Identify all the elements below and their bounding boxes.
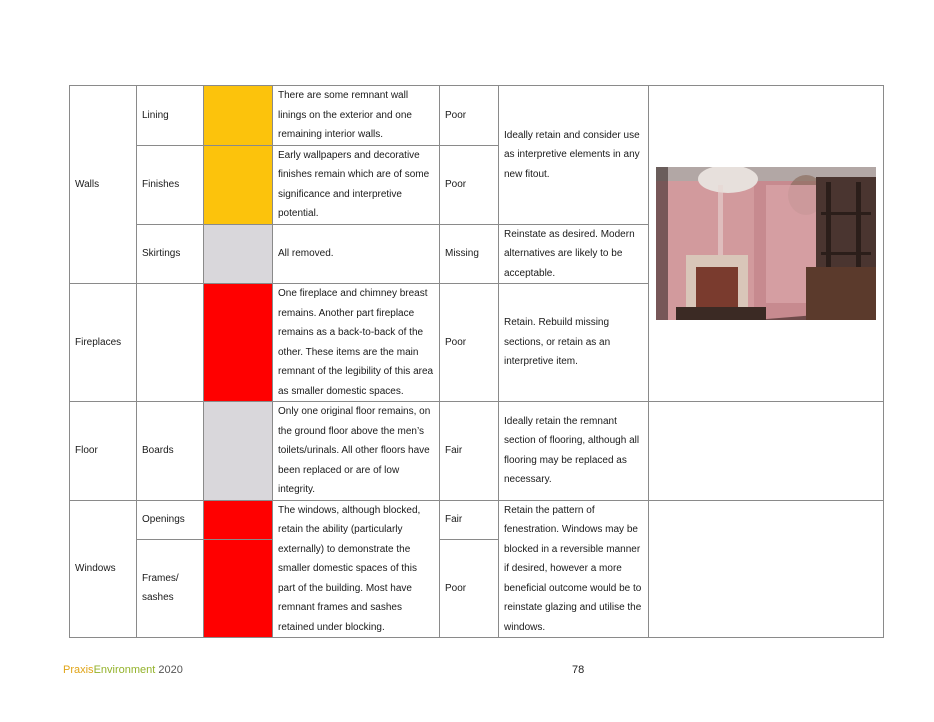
empty-cell [649, 402, 884, 501]
significance-swatch [204, 402, 273, 501]
condition-cell: Fair [440, 500, 499, 539]
condition-cell: Poor [440, 284, 499, 402]
element-cell-windows: Windows [70, 500, 137, 638]
component-cell: Boards [137, 402, 204, 501]
significance-swatch [204, 539, 273, 637]
description-cell: Only one original floor remains, on the ground floor above the men’s toilets/urinals. All other floors have been replaced or are of low integrity. [273, 402, 440, 501]
element-cell-floor: Floor [70, 402, 137, 501]
heritage-assessment-table [69, 85, 884, 638]
significance-swatch [204, 86, 273, 146]
component-cell: Lining [137, 86, 204, 146]
component-cell: Openings [137, 500, 204, 539]
component-cell: Finishes [137, 145, 204, 224]
condition-cell: Missing [440, 224, 499, 284]
table-row-floor [70, 402, 884, 501]
description-cell: The windows, although blocked, retain the ability (particularly externally) to demonstrate the smaller domestic spaces of this part of the building. Most have remnant frames and sashes retained under blocking. [273, 500, 440, 638]
condition-cell: Poor [440, 539, 499, 637]
condition-cell: Fair [440, 402, 499, 501]
interior-wall-photo [656, 167, 876, 320]
policy-cell: Ideally retain the remnant section of flooring, although all flooring may be replaced as necessary. [499, 402, 649, 501]
component-cell: Frames/ sashes [137, 539, 204, 637]
element-cell-walls: Walls [70, 86, 137, 284]
description-cell: There are some remnant wall linings on the exterior and one remaining interior walls. [273, 86, 440, 146]
description-cell: One fireplace and chimney breast remains. Another part fireplace remains as a back-to-back of the other. These items are the main remnant of the legibility of this area as smaller domestic spaces. [273, 284, 440, 402]
condition-cell: Poor [440, 86, 499, 146]
policy-cell: Retain the pattern of fenestration. Windows may be blocked in a reversible manner if desired, however a more beneficial outcome would be to reinstate glazing and utilise the windows. [499, 500, 649, 638]
brand-environment: Environment [93, 664, 156, 676]
element-cell-fireplaces: Fireplaces [70, 284, 137, 402]
significance-swatch [204, 284, 273, 402]
significance-swatch [204, 224, 273, 284]
photo-cell [649, 86, 884, 402]
empty-cell [649, 500, 884, 638]
policy-cell: Retain. Rebuild missing sections, or retain as an interpretive item. [499, 284, 649, 402]
component-cell [137, 284, 204, 402]
policy-cell: Ideally retain and consider use as interpretive elements in any new fitout. [499, 86, 649, 225]
table-row-walls-lining [70, 86, 884, 146]
page-number: 78 [572, 664, 585, 676]
significance-swatch [204, 500, 273, 539]
brand-year: 2020 [158, 664, 183, 676]
brand-praxis: Praxis [63, 664, 94, 676]
significance-swatch [204, 145, 273, 224]
description-cell: All removed. [273, 224, 440, 284]
component-cell: Skirtings [137, 224, 204, 284]
policy-cell: Reinstate as desired. Modern alternatives are likely to be acceptable. [499, 224, 649, 284]
description-cell: Early wallpapers and decorative finishes remain which are of some significance and interpretive potential. [273, 145, 440, 224]
footer-brand [63, 664, 183, 676]
table-row-windows-openings [70, 500, 884, 539]
condition-cell: Poor [440, 145, 499, 224]
